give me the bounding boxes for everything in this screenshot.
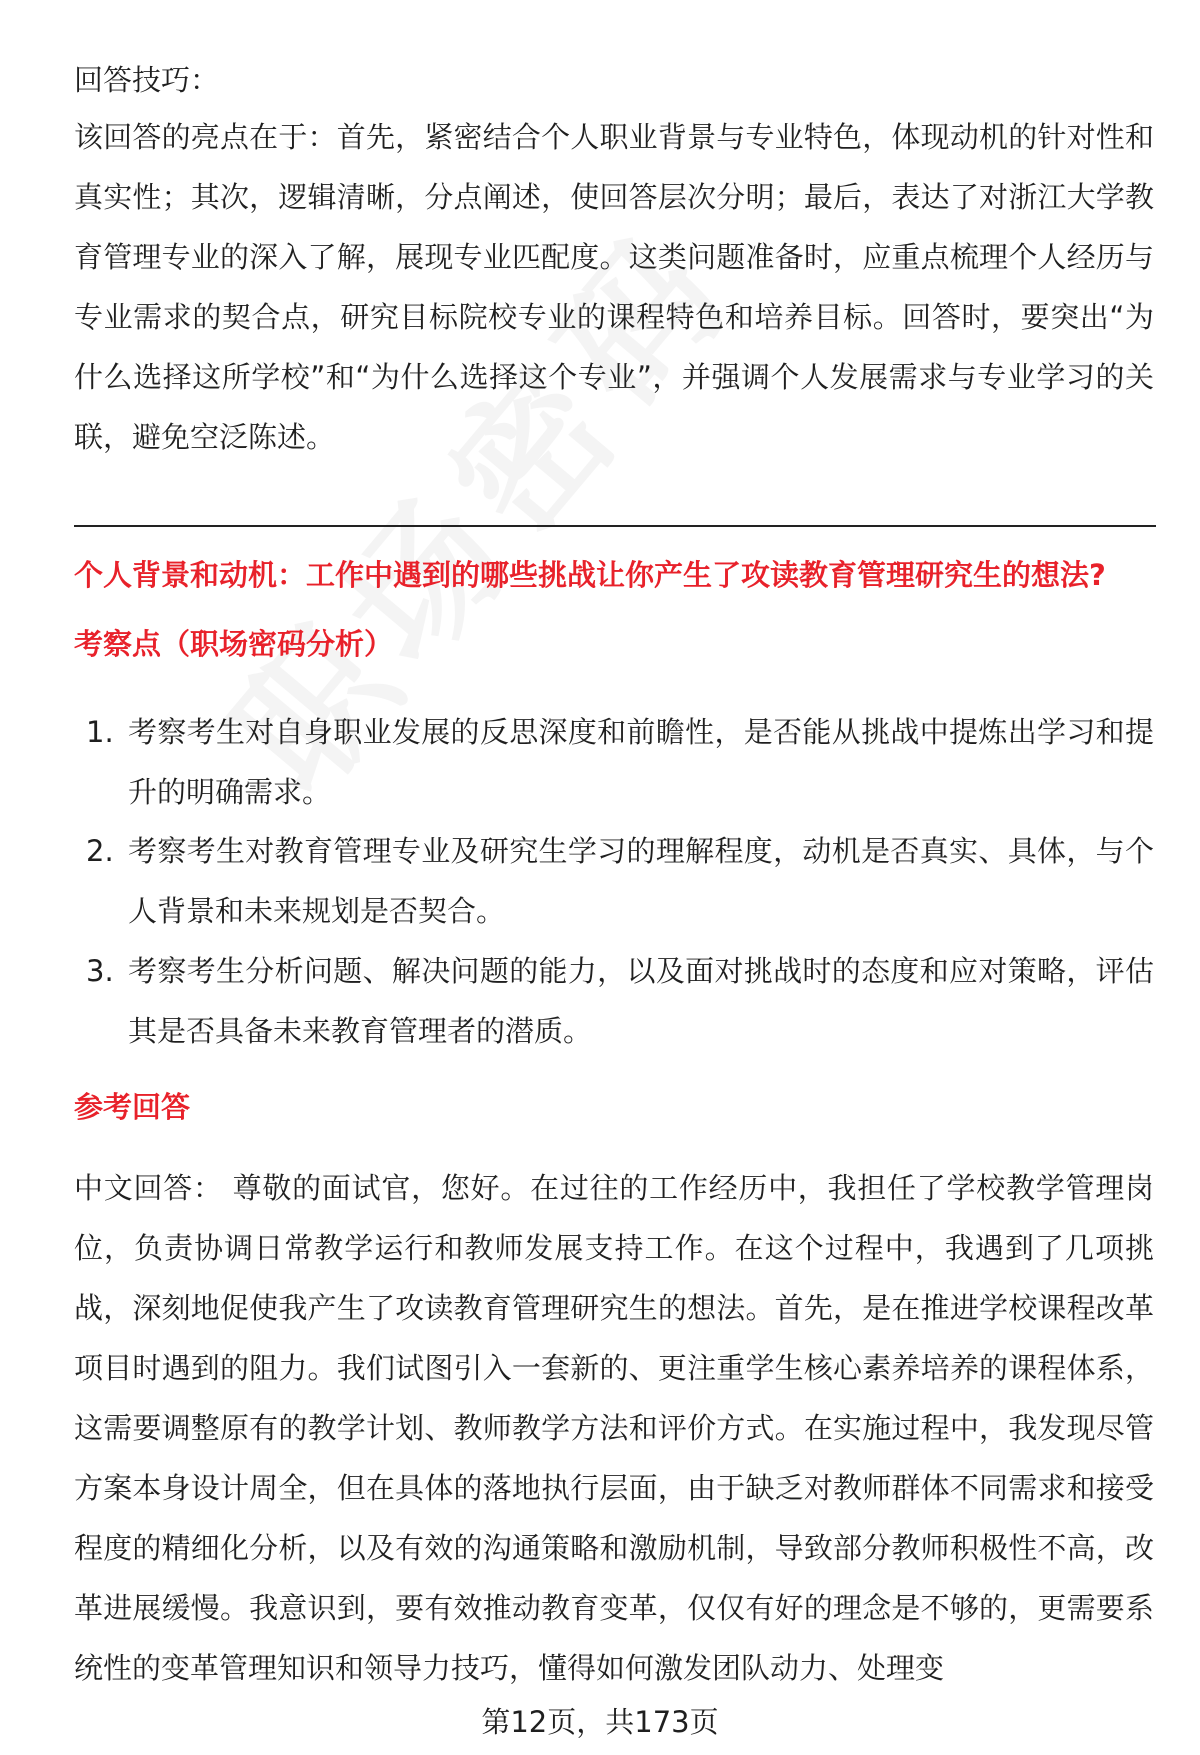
list-item-text: 考察考生分析问题、解决问题的能力，以及面对挑战时的态度和应对策略，评估其是否具备未来教育管理者的潜质。 xyxy=(128,954,1154,1048)
list-item-number: 2. xyxy=(86,834,114,868)
answer-tips-label: 回答技巧： xyxy=(74,63,220,97)
page-number: 第12页，共173页 xyxy=(481,1705,719,1739)
list-item xyxy=(74,941,1154,1061)
assessment-points-list xyxy=(74,702,1154,1061)
answer-tips-body: 该回答的亮点在于：首先，紧密结合个人职业背景与专业特色，体现动机的针对性和真实性；其次，逻辑清晰，分点阐述，使回答层次分明；最后，表达了对浙江大学教育管理专业的深入了解，展现专业匹配度。这类问题准备时，应重点梳理个人经历与专业需求的契合点，研究目标院校专业的课程特色和培养目标。回答时，要突出“为什么选择这所学校”和“为什么选择这个专业”，并强调个人发展需求与专业学习的关联，避免空泛陈述。 xyxy=(74,120,1154,454)
reference-answer-heading: 参考回答 xyxy=(74,1090,191,1124)
list-item xyxy=(74,702,1154,822)
question-heading: 个人背景和动机：工作中遇到的哪些挑战让你产生了攻读教育管理研究生的想法? xyxy=(74,558,1106,592)
list-item-text: 考察考生对教育管理专业及研究生学习的理解程度，动机是否真实、具体，与个人背景和未来规划是否契合。 xyxy=(128,834,1154,928)
section-divider xyxy=(74,525,1156,527)
list-item-text: 考察考生对自身职业发展的反思深度和前瞻性，是否能从挑战中提炼出学习和提升的明确需求。 xyxy=(128,715,1154,809)
list-item xyxy=(74,821,1154,941)
list-item-number: 1. xyxy=(86,715,114,749)
list-item-number: 3. xyxy=(86,954,114,988)
assessment-points-heading: 考察点（职场密码分析） xyxy=(74,627,394,661)
reference-answer-body: 中文回答： 尊敬的面试官，您好。在过往的工作经历中，我担任了学校教学管理岗位，负责协调日常教学运行和教师发展支持工作。在这个过程中，我遇到了几项挑战，深刻地促使我产生了攻读教育管理研究生的想法。首先，是在推进学校课程改革项目时遇到的阻力。我们试图引入一套新的、更注重学生核心素养培养的课程体系，这需要调整原有的教学计划、教师教学方法和评价方式。在实施过程中，我发现尽管方案本身设计周全，但在具体的落地执行层面，由于缺乏对教师群体不同需求和接受程度的精细化分析，以及有效的沟通策略和激励机制，导致部分教师积极性不高，改革进展缓慢。我意识到，要有效推动教育变革，仅仅有好的理念是不够的，更需要系统性的变革管理知识和领导力技巧，懂得如何激发团队动力、处理变 xyxy=(74,1171,1154,1685)
